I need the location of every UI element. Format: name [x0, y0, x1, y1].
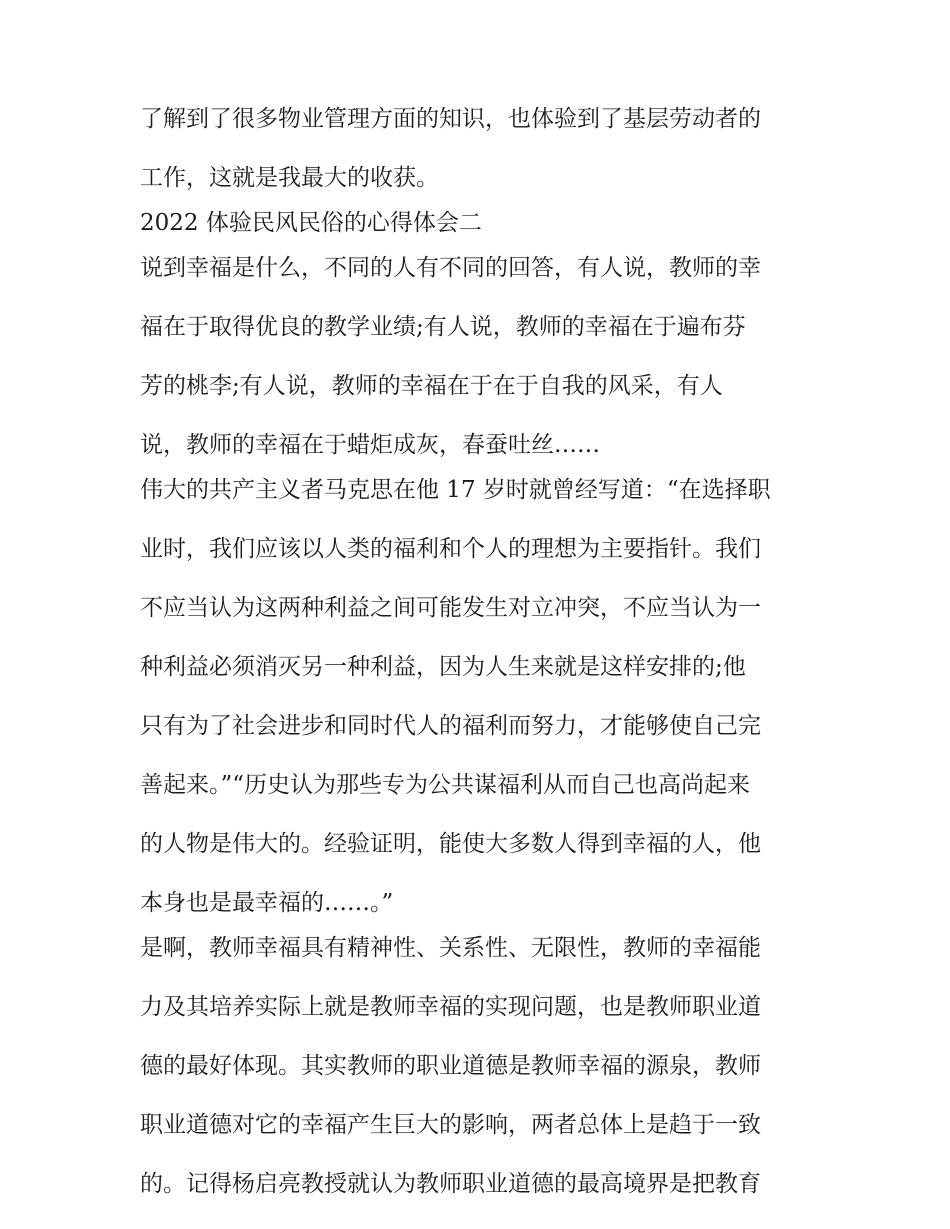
text-line: 业时，我们应该以人类的福利和个人的理想为主要指针。我们: [140, 536, 761, 562]
text-line: 种利益必须消灭另一种利益，因为人生来就是这样安排的;他: [140, 654, 746, 680]
document-body: [140, 108, 820, 1196]
text-line: 的。记得杨启亮教授就认为教师职业道德的最高境界是把教育: [140, 1171, 761, 1197]
text-line: 力及其培养实际上就是教师幸福的实现问题，也是教师职业道: [140, 994, 761, 1020]
text-line: 说到幸福是什么，不同的人有不同的回答，有人说，教师的幸: [140, 255, 761, 281]
text-line: 不应当认为这两种利益之间可能发生对立冲突，不应当认为一: [140, 595, 761, 621]
text-line: 是啊，教师幸福具有精神性、关系性、无限性，教师的幸福能: [140, 935, 761, 961]
text-line: 福在于取得优良的教学业绩;有人说，教师的幸福在于遍布芬: [140, 314, 746, 340]
text-line: 说，教师的幸福在于蜡炬成灰，春蚕吐丝……: [140, 432, 600, 458]
text-line: 芳的桃李;有人说，教师的幸福在于在于自我的风采，有人: [140, 373, 723, 399]
text-line: 了解到了很多物业管理方面的知识，也体验到了基层劳动者的: [140, 106, 761, 132]
text-line: 的人物是伟大的。经验证明，能使大多数人得到幸福的人，他: [140, 831, 761, 857]
text-line: 本身也是最幸福的……。”: [140, 890, 394, 916]
text-line: 工作，这就是我最大的收获。: [140, 165, 439, 191]
section-heading: 2022 体验民风民俗的心得体会二: [140, 210, 482, 236]
text-line: 伟大的共产主义者马克思在他 17 岁时就曾经写道：“在选择职: [140, 477, 771, 503]
text-line: 善起来。”“历史认为那些专为公共谋福利从而自己也高尚起来: [140, 772, 751, 798]
text-line: 只有为了社会进步和同时代人的福利而努力，才能够使自己完: [140, 713, 761, 739]
text-line: 职业道德对它的幸福产生巨大的影响，两者总体上是趋于一致: [140, 1112, 761, 1138]
text-line: 德的最好体现。其实教师的职业道德是教师幸福的源泉，教师: [140, 1053, 761, 1079]
